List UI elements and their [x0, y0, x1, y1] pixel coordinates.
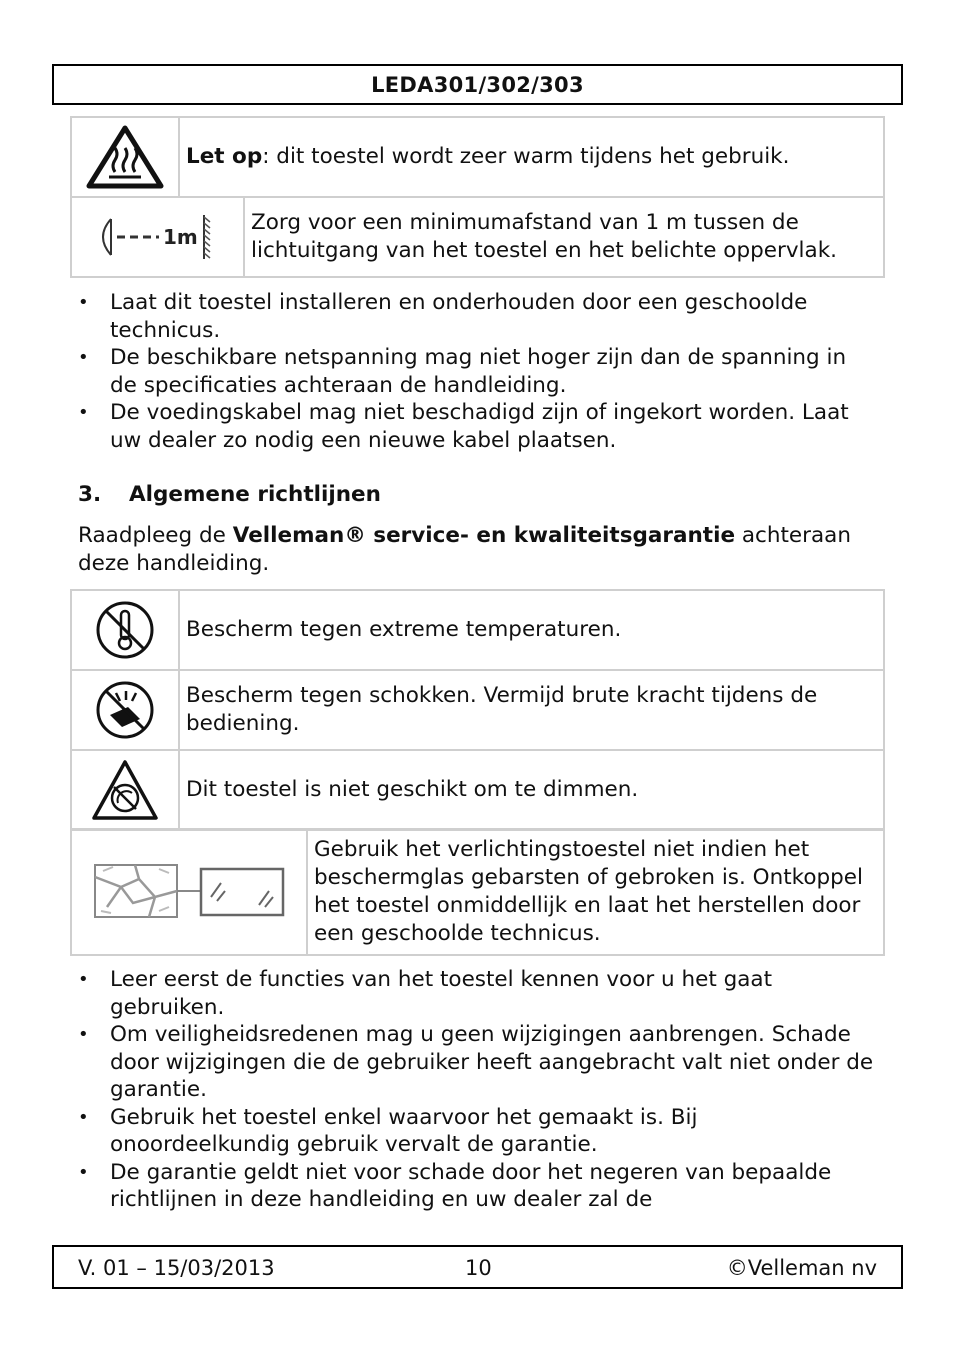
warning-table-glass [70, 828, 885, 956]
list-item: • De voedingskabel mag niet beschadigd zijn of ingekort worden. Laat uw dealer zo nodig een nieuwe kabel plaatsen. [78, 399, 878, 454]
page-footer [52, 1245, 903, 1289]
shock-cell [71, 670, 179, 750]
intro-paragraph: Raadpleeg de Velleman® service- en kwaliteitsgarantie achteraan deze handleiding. [78, 523, 851, 576]
no-dimming-icon [90, 758, 160, 822]
guarantee-name: Velleman® service- en kwaliteitsgarantie [232, 523, 736, 548]
section-title: Algemene richtlijnen [129, 482, 381, 507]
svg-text:1m: 1m [162, 225, 198, 249]
dimming-cell [71, 750, 179, 830]
temperature-text: Bescherm tegen extreme temperaturen. [179, 590, 884, 670]
dimming-text: Dit toestel is niet geschikt om te dimmen. [179, 750, 884, 830]
section-number: 3. [78, 482, 102, 507]
no-shock-icon [94, 679, 156, 741]
footer-copyright: ©Velleman nv [726, 1256, 877, 1280]
distance-text: Zorg voor een minimumafstand van 1 m tussen de lichtuitgang van het toestel en het belichte oppervlak. [244, 197, 884, 277]
warning-table-guidelines [70, 589, 885, 831]
broken-glass-text: Gebruik het verlichtingstoestel niet indien het beschermglas gebarsten of gebroken is. Ontkoppel het toestel onmiddellijk en laat het herstellen door een geschoolde technicus. [307, 829, 884, 955]
broken-glass-icon [89, 857, 289, 927]
list-item: • De beschikbare netspanning mag niet hoger zijn dan de spanning in de specificaties achteraan de handleiding. [78, 344, 878, 399]
page-header [52, 64, 903, 105]
temperature-cell [71, 590, 179, 670]
warning-table-distance [70, 196, 885, 278]
list-item: • Om veiligheidsredenen mag u geen wijzigingen aanbrengen. Schade door wijzigingen die de gebruiker heeft aangebracht valt niet onder de garantie. [78, 1021, 878, 1104]
section-heading [78, 481, 381, 509]
no-temperature-icon [94, 599, 156, 661]
distance-1m-icon [93, 209, 223, 265]
list-item: • De garantie geldt niet voor schade door het negeren van bepaalde richtlijnen in deze handleiding en uw dealer zal de [78, 1159, 878, 1214]
shock-text: Bescherm tegen schokken. Vermijd brute kracht tijdens de bediening. [179, 670, 884, 750]
hot-surface-cell [71, 117, 179, 197]
broken-glass-cell [71, 829, 307, 955]
distance-cell [71, 197, 244, 277]
warning-table-hot [70, 116, 885, 198]
bullet-list-top [78, 289, 878, 454]
list-item: • Leer eerst de functies van het toestel kennen voor u het gaat gebruiken. [78, 966, 878, 1021]
caution-label: Let op [186, 144, 263, 169]
hot-surface-text: Let op: dit toestel wordt zeer warm tijdens het gebruik. [179, 117, 884, 197]
bullet-list-bottom [78, 966, 878, 1214]
header-title: LEDA301/302/303 [371, 73, 584, 97]
list-item: • Gebruik het toestel enkel waarvoor het gemaakt is. Bij onoordeelkundig gebruik vervalt de garantie. [78, 1104, 878, 1159]
footer-version: V. 01 – 15/03/2013 [78, 1256, 275, 1280]
list-item: • Laat dit toestel installeren en onderhouden door een geschoolde technicus. [78, 289, 878, 344]
hot-surface-icon [85, 124, 165, 190]
footer-page-number: 10 [465, 1256, 492, 1280]
